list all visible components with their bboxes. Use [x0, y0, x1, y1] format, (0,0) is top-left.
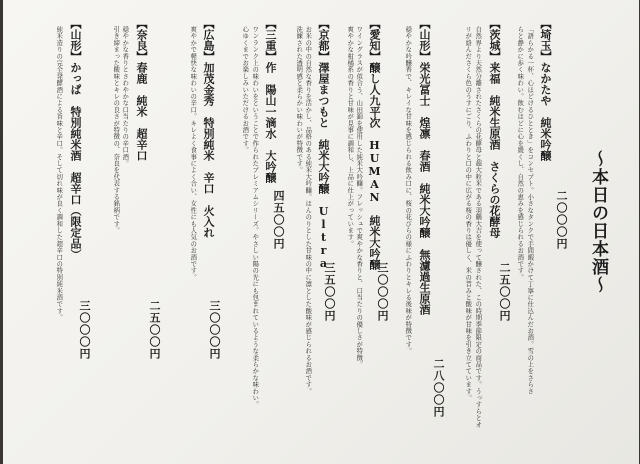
menu-item-name: 【京都】澤屋まつもと 純米大吟醸 Ultra	[317, 18, 330, 270]
menu-item-price: 二〇〇〇円	[555, 190, 568, 250]
menu-item-desc: ワンランク上の味わいをということで作られたプレミアムシリーズ。やさしい陽の光にも包まれているような柔らかな味わい。	[251, 26, 259, 408]
menu-title: ～本日の日本酒～	[588, 150, 608, 294]
menu-item-price: 四五〇〇円	[272, 190, 285, 250]
menu-item-desc: リが絡んださくら色のうすにごり、ふわりと口の中に広がる桜の香りは優しく、米の旨みと酸味が甘味を引き立てています。	[464, 26, 472, 402]
menu-item-price: 二八〇〇円	[432, 358, 445, 418]
menu-item-desc: 引き締まった酸味とキレの良さが特徴の、奈良を代表する銘柄です。	[112, 26, 120, 234]
menu-item-name: 【奈良】春鹿 純米 超辛口	[135, 18, 148, 161]
menu-item-price: 二五〇〇円	[498, 262, 511, 322]
menu-item-price: 三〇〇〇円	[208, 300, 221, 360]
menu-item-price: 三〇〇〇円	[78, 300, 91, 360]
menu-item-desc: お米の中の自然な香りを活かし、品格のある純米大吟醸。ほんのりとした甘味の中に凛とした酸味が感じられるお酒です。	[304, 26, 312, 395]
menu-item-name: 【茨城】来福 純米生原酒 さくらの花酵母	[488, 18, 501, 238]
menu-item-desc: 穏やかな香りとさわやかな口当たりの辛口酒。	[121, 26, 129, 167]
menu-item-name: 【山形】栄光冨士 煌凛 春酒 純米大吟醸 無濾過生原酒	[418, 18, 431, 315]
menu-item-desc: 洗練された透明感と柔らかい味わいが特徴です。	[295, 26, 303, 174]
menu-item-desc: 自然界より天然分離されたさくらの花酵母と超大粒米である羽鶴大吉を使って醸された、この時期季節限定の商品です。うっすらとオ	[474, 26, 482, 428]
menu-item-price: 二五〇〇円	[148, 300, 161, 360]
menu-item-desc: 爽やかで軽快な味わいの辛口。キレよく食事によく合い、女性にも人気のお酒です。	[189, 26, 197, 281]
menu-item-desc: ワイングラスが似合う、山田錦を使用した純米大吟醸。フレッシュで爽やかな香りと、口当たりの優しさが特徴。	[355, 26, 363, 368]
menu-item-desc: 穏やかな吟醸香で、キレイな甘味を感じられる飲み口に、桜の花びらの様にふわりとキレる後味が特徴です。	[404, 26, 412, 355]
menu-item-price: 三五〇〇円	[323, 262, 336, 322]
menu-item-desc: 心ゆくまでお楽しみいただけるお酒です。	[241, 26, 249, 154]
menu-item-desc: 爽やかな柑橘系の香りと甘味が見事に調和し、上品に仕上がっています。	[346, 26, 354, 248]
menu-item-name: 【三重】作 陽山一滴水 大吟醸	[264, 18, 277, 183]
menu-item-price: 三〇〇〇円	[376, 262, 389, 322]
menu-sheet	[3, 0, 639, 464]
menu-item-name: 【山形】かっぱ 特別純米酒 超辛口（限定品）	[69, 18, 82, 260]
menu-item-name: 【広島】加茂金秀 特別純米 辛口 火入れ	[202, 18, 215, 238]
menu-item-name: 【愛知】醸し人九平次 HUMAN 純米大吟醸	[368, 18, 381, 270]
menu-item-desc: 純米造りの完全発酵酒による旨味と辛口。そして切れ味が良く調和した超辛口の特別純米酒です。	[55, 26, 63, 321]
menu-item-desc: らと静かに歩く味わい。飲むほどに心を緩くし、自然の恵みを感じられるお酒です。	[516, 26, 524, 281]
menu-item-desc: 「語らかる一杯、心ほどけるひととき」をコンセプト。小さなタンクで手間暇かけて丁寧に仕込んだお酒。雪の上をさらさ	[526, 26, 534, 395]
menu-item-name: 【埼玉】なかたや 純米吟醸	[539, 18, 552, 161]
